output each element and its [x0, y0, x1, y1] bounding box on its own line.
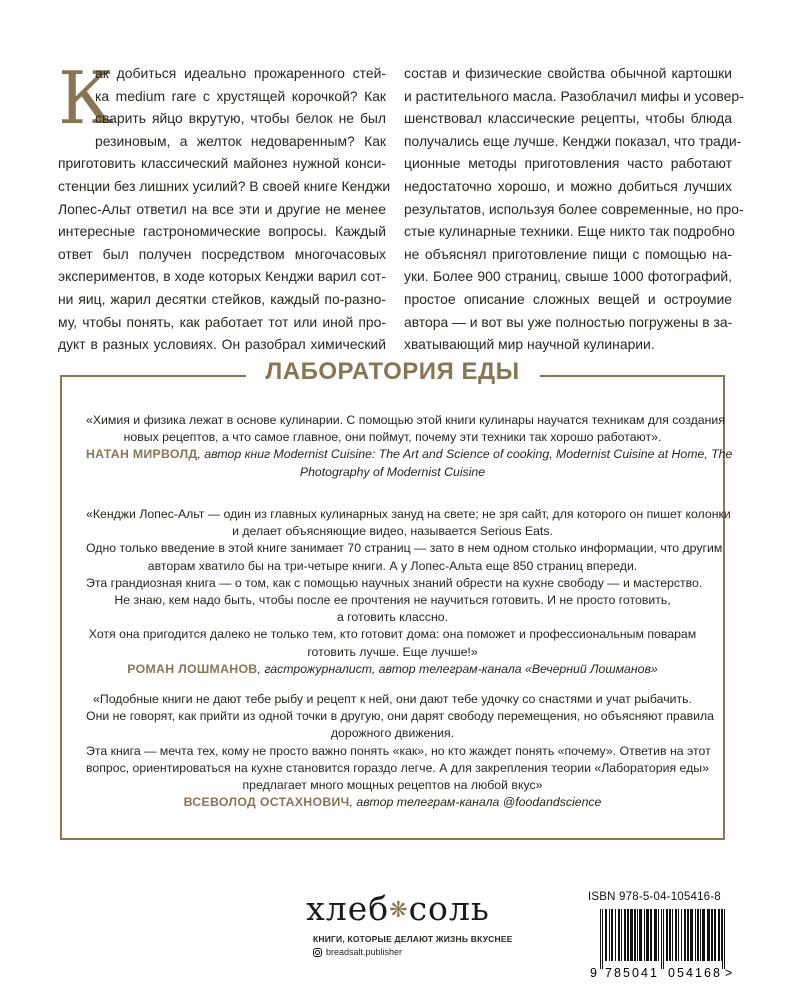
- barcode-bar: [624, 909, 626, 961]
- quote-line: Одно только введение в этой книге занимает 70 страниц — зато в нем одном столько информации, что другим: [86, 541, 723, 556]
- barcode-bar: [646, 909, 649, 961]
- barcode-digits-left: 785041: [605, 966, 657, 979]
- barcode-bar: [602, 909, 603, 969]
- publisher-logo-block: [298, 889, 513, 957]
- publisher-tagline: КНИГИ, КОТОРЫЕ ДЕЛАЮТ ЖИЗНЬ ВКУСНЕЕ: [313, 934, 513, 944]
- barcode-bar: [637, 909, 638, 961]
- barcode-bar: [721, 909, 722, 961]
- barcode-bar: [678, 909, 679, 961]
- barcode-bar: [669, 909, 671, 961]
- intro-line: хватывающий мир научной кулинарии.: [404, 336, 655, 353]
- barcode-bar: [650, 909, 652, 961]
- author-role: , автор телеграм-канала @foodandscience: [349, 795, 602, 810]
- barcode-bar: [711, 909, 713, 961]
- barcode-bar: [684, 909, 686, 961]
- intro-line: экспериментов, в ходе которых Кенджи варил сот-: [58, 268, 386, 285]
- barcode-bar: [621, 909, 622, 961]
- quote-block-2: [86, 506, 731, 678]
- quote-line: «Кенджи Лопес-Альт — один из главных кулинарных зануд на свете; не зря сайт, для которого он пишет колонки: [86, 507, 731, 521]
- barcode-bar: [702, 909, 705, 961]
- intro-line: резиновым, а желток недоваренным? Как: [95, 132, 386, 149]
- drop-cap: К: [58, 56, 114, 140]
- quote-line: Эта книга — мечта тех, кому не просто важно понять «как», но кто жаждет понять «почему». Ответив на этот: [86, 743, 711, 758]
- intro-line: сварить яйцо вкрутую, чтобы белок не был: [95, 110, 386, 127]
- instagram-icon: [313, 948, 322, 957]
- barcode-bar: [627, 909, 629, 961]
- author-role: , автор книг Modernist Cuisine: The Art and Science of cooking, Modernist Cuisine at Home, The: [197, 447, 733, 462]
- quote-line: Они не говорят, как прийти из одной точки в другую, они дарят свободу перемещения, но объясняют правила: [86, 709, 714, 724]
- barcode-bar: [690, 909, 693, 961]
- barcode-bar: [695, 909, 696, 961]
- frame-title: ЛАБОРАТОРИЯ ЕДЫ: [245, 358, 539, 386]
- intro-line: ни яиц, жарил десятки стейков, каждый по-разно-: [58, 290, 386, 307]
- quote-attribution: [86, 794, 699, 811]
- quote-line: Не знаю, кем надо быть, чтобы после ее прочтения не научиться готовить. И не просто готовить,: [114, 593, 671, 608]
- intro-line: не объяснял приготовление пищи с помощью на-: [404, 245, 732, 262]
- intro-line: недостаточно хорошо, и можно добиться лучших: [404, 177, 732, 194]
- author-role: Photography of Modernist Cuisine: [299, 464, 486, 479]
- barcode-digit-tail: >: [725, 966, 733, 979]
- intro-line: получались еще лучше. Кенджи показал, что тради-: [404, 132, 742, 149]
- barcode-bar: [634, 909, 636, 961]
- intro-line: му, чтобы понять, как работает тот или иной про-: [58, 313, 386, 330]
- barcode-bar: [722, 909, 723, 969]
- barcode-bar: [666, 909, 668, 961]
- barcode-bar: [600, 909, 601, 969]
- quote-line: Хотя она пригодится далеко не только тем, кто готовит дома: она поможет и профессиональным поварам: [88, 627, 697, 642]
- barcode-bar: [644, 909, 645, 961]
- quote-line: новых рецептов, а что самое главное, они поймут, почему эти техники так хорошо работают».: [123, 430, 662, 445]
- barcode-bar: [661, 909, 662, 969]
- quotes-frame: [60, 358, 733, 840]
- logo-word-right: соль: [408, 889, 490, 928]
- quote-block-1: [86, 412, 733, 481]
- barcode-bar: [615, 909, 616, 961]
- barcode-bar: [630, 909, 633, 961]
- intro-line: интересные гастрономические вопросы. Каждый: [58, 223, 386, 240]
- barcode: [588, 907, 738, 979]
- intro-line: шенствовал классические рецепты, чтобы блюда: [404, 110, 732, 127]
- intro-column-right: [404, 62, 744, 356]
- barcode-bar: [681, 909, 682, 961]
- barcode-bar: [663, 909, 664, 969]
- quote-line: «Химия и физика лежат в основе кулинарии. С помощью этой книги кулинары научатся техникам для создания: [86, 413, 725, 427]
- barcode-bar: [714, 909, 716, 961]
- author-role: , гастрожурналист, автор телеграм-канала «Вечерний Лошманов»: [257, 661, 658, 676]
- barcode-bar: [609, 909, 610, 961]
- isbn-text: ISBN 978-5-04-105416-8: [588, 891, 721, 903]
- barcode-bar: [697, 909, 699, 961]
- intro-line: автора — и вот вы уже полностью погружены в за-: [404, 313, 733, 330]
- quote-block-3: [86, 691, 714, 811]
- star-icon: ❋: [389, 898, 409, 923]
- intro-line: простое описание сложных вещей и остроумие: [404, 290, 732, 307]
- barcode-bar: [658, 909, 659, 961]
- intro-line: ответ был получен посредством многочасовых: [58, 245, 386, 262]
- intro-line: ционные методы приготовления часто работают: [404, 155, 732, 172]
- barcode-bar: [707, 909, 710, 961]
- barcode-bar: [700, 909, 701, 961]
- barcode-bar: [654, 909, 657, 961]
- intro-line: стенции без лишних усилий? В своей книге Кенджи: [58, 177, 391, 194]
- intro-line: дукт в разных условиях. Он разобрал химический: [58, 336, 386, 353]
- barcode-bar: [724, 909, 725, 969]
- quote-attribution: [86, 446, 733, 463]
- barcode-bar: [718, 909, 720, 961]
- author-name: НАТАН МИРВОЛД: [86, 447, 198, 462]
- barcode-bar: [605, 909, 607, 961]
- quote-line: «Подобные книги не дают тебе рыбу и рецепт к ней, они дают тебе удочку со снастями и учат рыбачить.: [93, 692, 692, 706]
- barcode-bar: [611, 909, 613, 961]
- intro-line: состав и физические свойства обычной картошки: [404, 65, 732, 81]
- handle-text: breadsalt.publisher: [326, 947, 403, 957]
- author-name: РОМАН ЛОШМАНОВ: [127, 661, 258, 676]
- barcode-bars: [600, 909, 725, 969]
- barcode-bar: [675, 909, 677, 961]
- barcode-bar: [672, 909, 673, 961]
- quote-line: и делает объясняющие видео, называется Serious Eats.: [232, 524, 553, 539]
- intro-line: Лопес-Альт ответил на все эти и другие не менее: [58, 200, 386, 217]
- barcode-bar: [618, 909, 620, 961]
- barcode-digit-lead: 9: [590, 966, 597, 979]
- logo-word-left: хлеб: [306, 889, 390, 928]
- barcode-bar: [639, 909, 642, 961]
- intro-column-left: [58, 56, 391, 356]
- isbn-block: [588, 891, 738, 979]
- intro-line: и растительного масла. Разоблачил мифы и усовер-: [404, 87, 744, 104]
- intro-line: приготовить классический майонез нужной конси-: [58, 155, 386, 172]
- intro-line: ак добиться идеально прожаренного стей-: [95, 65, 386, 81]
- barcode-bar: [687, 909, 689, 961]
- quote-line: предлагает много мощных рецептов на любой вкус»: [242, 778, 543, 793]
- intro-line: уки. Более 900 страниц, свыше 1000 фотографий,: [404, 268, 732, 285]
- intro-line: результатов, используя более современные, но про-: [404, 200, 744, 217]
- quote-attribution: [86, 661, 699, 678]
- quote-line: вопрос, ориентироваться на кухне становится гораздо легче. А для закрепления теории «Лаборатория еды»: [86, 760, 709, 775]
- publisher-handle: [298, 947, 498, 957]
- quote-line: авторам хватило бы на три-четыре книги. А у Лопес-Альта еще 850 страниц впереди.: [147, 558, 638, 573]
- author-name: ВСЕВОЛОД ОСТАХНОВИЧ: [183, 795, 350, 810]
- quote-line: Эта грандиозная книга — о том, как с помощью научных знаний обрести на кухне свободу — и мастерство.: [86, 575, 703, 590]
- intro-line: стые кулинарные техники. Еще никто так подробно: [404, 223, 735, 240]
- intro-text: [58, 56, 744, 353]
- quote-line: готовить лучше. Еще лучше!»: [307, 644, 478, 659]
- intro-line: ка medium rare с хрустящей корочкой? Как: [95, 87, 386, 104]
- barcode-digits-right: 054168: [668, 966, 720, 979]
- quote-line: а готовить классно.: [336, 610, 449, 625]
- quote-line: дорожного движения.: [330, 726, 455, 741]
- publisher-logo: [298, 891, 498, 932]
